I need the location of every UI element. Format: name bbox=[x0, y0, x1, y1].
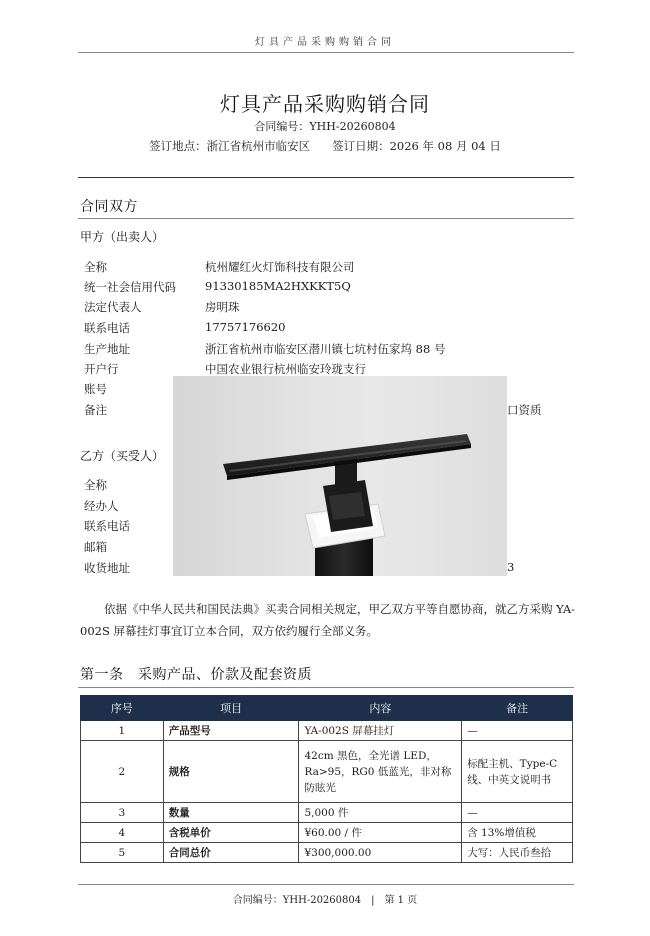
signing-info bbox=[0, 138, 650, 154]
cell-note: 标配主机、Type-C 线、中英文说明书 bbox=[462, 741, 573, 803]
table-row bbox=[81, 823, 573, 843]
cell-note: 大写：人民币叁拾 bbox=[462, 843, 573, 863]
cell-no: 1 bbox=[81, 721, 164, 741]
signing-place: 签订地点：浙江省杭州市临安区 bbox=[149, 139, 311, 153]
running-header: 灯具产品采购购销合同 bbox=[255, 37, 395, 48]
page-title: 灯具产品采购购销合同 bbox=[220, 92, 430, 116]
footer-rule bbox=[78, 884, 574, 885]
row-label: 全称 bbox=[84, 478, 107, 492]
row-label: 统一社会信用代码 bbox=[84, 280, 176, 294]
section-rule bbox=[78, 218, 574, 219]
party-a-heading: 甲方（出卖人） bbox=[80, 230, 165, 244]
cell-content: 5,000 件 bbox=[299, 803, 462, 823]
row-label: 邮箱 bbox=[84, 540, 107, 554]
title-rule bbox=[78, 177, 574, 178]
header-no: 序号 bbox=[81, 696, 164, 721]
party-b-heading: 乙方（买受人） bbox=[80, 449, 165, 463]
table-row bbox=[81, 741, 573, 803]
row-value: 中国农业银行杭州临安玲珑支行 bbox=[205, 362, 366, 376]
address-tail: 3 bbox=[507, 560, 515, 574]
cell-no: 2 bbox=[81, 741, 164, 803]
footer-contract-no: 合同编号：YHH-20260804 bbox=[232, 895, 362, 906]
row-label: 联系电话 bbox=[84, 519, 130, 533]
row-label: 账号 bbox=[84, 382, 107, 396]
row-label: 法定代表人 bbox=[84, 300, 142, 314]
cell-item: 规格 bbox=[163, 741, 299, 803]
row-value: 17757176620 bbox=[205, 320, 286, 334]
contract-number: 合同编号：YHH-20260804 bbox=[254, 120, 396, 133]
row-label: 联系电话 bbox=[84, 321, 130, 335]
row-value: 91330185MA2HXKKT5Q bbox=[205, 279, 351, 293]
cell-item: 数量 bbox=[163, 803, 299, 823]
row-label: 经办人 bbox=[84, 499, 119, 513]
row-value: 杭州耀红火灯饰科技有限公司 bbox=[205, 260, 355, 274]
row-value: 浙江省杭州市临安区潜川镇七坑村伍家坞 88 号 bbox=[205, 342, 446, 356]
row-label: 收货地址 bbox=[84, 561, 130, 575]
row-label: 生产地址 bbox=[84, 342, 130, 356]
header-content: 内容 bbox=[299, 696, 462, 721]
row-label: 全称 bbox=[84, 260, 107, 274]
cell-no: 4 bbox=[81, 823, 164, 843]
header-note: 备注 bbox=[462, 696, 573, 721]
table-header-row bbox=[81, 696, 573, 721]
row-value: 房明珠 bbox=[205, 300, 240, 314]
cell-content: ¥60.00 / 件 bbox=[299, 823, 462, 843]
cell-note: — bbox=[462, 803, 573, 823]
cell-item: 产品型号 bbox=[163, 721, 299, 741]
article1-title: 第一条 采购产品、价款及配套资质 bbox=[80, 667, 312, 683]
article1-rule bbox=[78, 687, 574, 688]
table-row bbox=[81, 803, 573, 823]
cell-note: — bbox=[462, 721, 573, 741]
page-footer bbox=[0, 891, 650, 906]
cell-item: 含税单价 bbox=[163, 823, 299, 843]
items-table bbox=[80, 695, 573, 863]
product-photo bbox=[173, 376, 507, 576]
cell-item: 合同总价 bbox=[163, 843, 299, 863]
cell-no: 5 bbox=[81, 843, 164, 863]
row-label: 开户行 bbox=[84, 362, 119, 376]
cell-content: YA-002S 屏幕挂灯 bbox=[299, 721, 462, 741]
cell-note: 含 13%增值税 bbox=[462, 823, 573, 843]
footer-page-number: 第 1 页 bbox=[384, 895, 418, 906]
monitor-light-bar-icon bbox=[173, 376, 507, 576]
remark-tail: 口资质 bbox=[507, 403, 542, 417]
section-parties-title: 合同双方 bbox=[80, 199, 138, 215]
cell-content: ¥300,000.00 bbox=[299, 843, 462, 863]
footer-separator: | bbox=[371, 895, 375, 906]
table-row bbox=[81, 721, 573, 741]
row-label: 备注 bbox=[84, 403, 107, 417]
intro-paragraph: 依据《中华人民共和国民法典》买卖合同相关规定，甲乙双方平等自愿协商，就乙方采购 YA-002S 屏幕挂灯事宜订立本合同，双方依约履行全部义务。 bbox=[80, 602, 576, 638]
header-item: 项目 bbox=[163, 696, 299, 721]
signing-date: 签订日期：2026 年 08 月 04 日 bbox=[332, 139, 501, 153]
header-rule bbox=[78, 52, 574, 53]
cell-content: 42cm 黑色，全光谱 LED，Ra>95，RG0 低蓝光，非对称防眩光 bbox=[299, 741, 462, 803]
table-row bbox=[81, 843, 573, 863]
cell-no: 3 bbox=[81, 803, 164, 823]
